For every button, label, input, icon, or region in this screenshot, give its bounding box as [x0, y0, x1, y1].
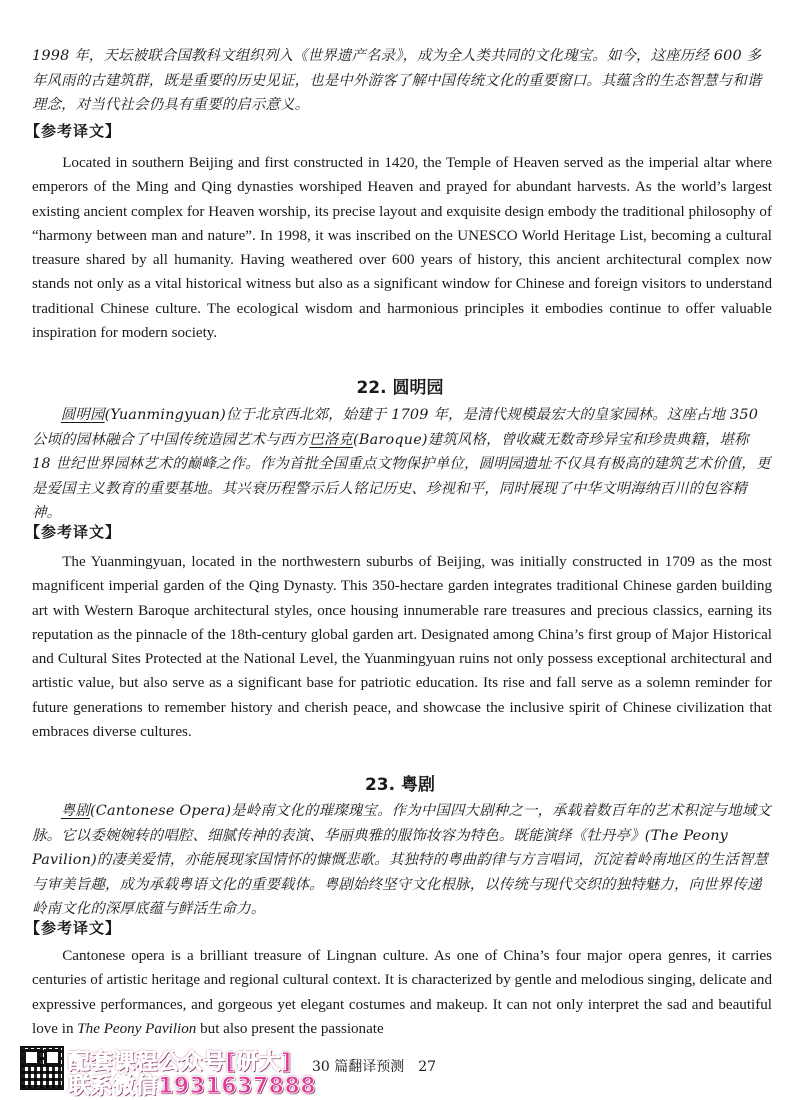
paragraph-cantonese-opera-zh	[32, 799, 772, 922]
watermark-line-1: 配套课程公众号[研大]	[68, 1050, 292, 1075]
paragraph-temple-of-heaven-en: Located in southern Beijing and first constructed in 1420, the Temple of Heaven served as the imperial altar where emperors of the Ming and Qing dynasties worshiped Heaven and prayed for abundant harvests. As the world’s largest existing ancient complex for Heaven worship, its precise layout and exquisite design embody the traditional philosophy of “harmony between man and nature”. In 1998, it was inscribed on the UNESCO World Heritage List, becoming a cultural treasure shared by all humanity. Having weathered over 600 years of history, this ancient architectural complex now stands not only as a vital historical witness but also as a significant window for Chinese and foreign visitors to understand traditional Chinese culture. The ecological wisdom and harmonious principles it embodies continue to offer valuable inspiration for modern society.	[32, 155, 772, 342]
term-yuanmingyuan: 圆明园	[60, 407, 105, 423]
term-baroque: 巴洛克	[309, 431, 354, 448]
title-peony-pavilion: The Peony Pavilion	[32, 827, 728, 868]
text-segment: )的凄美爱情，亦能展现家国情怀的慷慨悲歌。其独特的粤曲韵律与方言唱词，沉淀着岭南地区的生活智慧与审美旨趣，成为承载粤语文化的重要载体。粤剧始终坚守文化根脉，以传统与现代交织的独特魅力，向世界传递岭南文化的深厚底蕴与鲜活生命力。	[32, 852, 769, 917]
text-segment: (Baroque)建筑风格，曾收藏无数奇珍异宝和珍贵典籍，堪称 18 世纪世界园林艺术的巅峰之作。作为首批全国重点文物保护单位，圆明园遗址不仅具有极高的建筑艺术价值，更是爱国主义教育的重要基地。其兴衰历程警示后人铭记历史、珍视和平，同时展现了中华文明海纳百川的包容精神。	[32, 431, 771, 521]
text-segment: but also present the passionate	[196, 1020, 384, 1037]
page-number: 30 篇翻译预测 27	[312, 1059, 437, 1075]
paragraph-yuanmingyuan-zh	[32, 403, 772, 526]
qr-code-icon	[20, 1046, 64, 1090]
text-segment: (Yuanmingyuan)位于北京西北郊，始建于 1709 年，是清代规模最宏大的皇家园林。这座占地 350 公顷的园林融合了中国传统造园艺术与西方	[32, 407, 759, 448]
text-segment: (Cantonese Opera)是岭南文化的璀璨瑰宝。作为中国四大剧种之一，承载着数百年的艺术积淀与地域文脉。它以委婉婉转的唱腔、细腻传神的表演、华丽典雅的服饰妆容为特色。既能演绎《牡丹亭》(	[32, 803, 772, 844]
section-title-23: 23. 粤剧	[364, 775, 436, 795]
paragraph-yuanmingyuan-en: The Yuanmingyuan, located in the northwestern suburbs of Beijing, was initially constructed in 1709 as the most magnificent imperial garden of the Qing Dynasty. This 350-hectare garden integrates traditional Chinese garden building art with Western Baroque architectural styles, once housing innumerable rare treasures and precious classics, earning its reputation as the pinnacle of the 18th-century global garden art. Designated among China’s first group of Major Historical and Cultural Sites Protected at the National Level, the Yuanmingyuan ruins not only possess exceptional architectural and artistic value, but also serve as a significant base for patriotic education. Its rise and fall serve as a solemn reminder for future generations to remember history and cherish peace, and showcase the inclusive spirit of Chinese civilization that embraces diverse cultures.	[32, 554, 772, 741]
paragraph-cantonese-opera-en	[32, 944, 772, 1041]
section-title-22: 22. 圆明园	[356, 378, 444, 398]
reference-translation-header-2: 【参考译文】	[25, 523, 122, 541]
paragraph-temple-of-heaven-zh: 1998 年，天坛被联合国教科文组织列入《世界遗产名录》，成为全人类共同的文化瑰宝。如今，这座历经 600 多年风雨的古建筑群，既是重要的历史见证，也是中外游客了解中国传统文化的重要窗口。其蕴含的生态智慧与和谐理念，对当代社会仍具有重要的启示意义。	[32, 48, 762, 113]
title-peony-pavilion-en: The Peony Pavilion	[77, 1020, 197, 1037]
reference-translation-header-3: 【参考译文】	[25, 919, 122, 937]
term-cantonese-opera: 粤剧	[60, 803, 90, 819]
reference-translation-header-1: 【参考译文】	[25, 122, 122, 140]
watermark-line-2: 联系微信1931637888	[68, 1074, 317, 1099]
text-segment: Cantonese opera is a brilliant treasure of Lingnan culture. As one of China’s four major opera genres, it carries centuries of artistic heritage and regional cultural context. It is characterized by gentle and melodious singing, delicate and expressive performances, and gorgeous yet elegant costumes and makeup. It can not only interpret the sad and beautiful love in	[32, 948, 772, 1037]
